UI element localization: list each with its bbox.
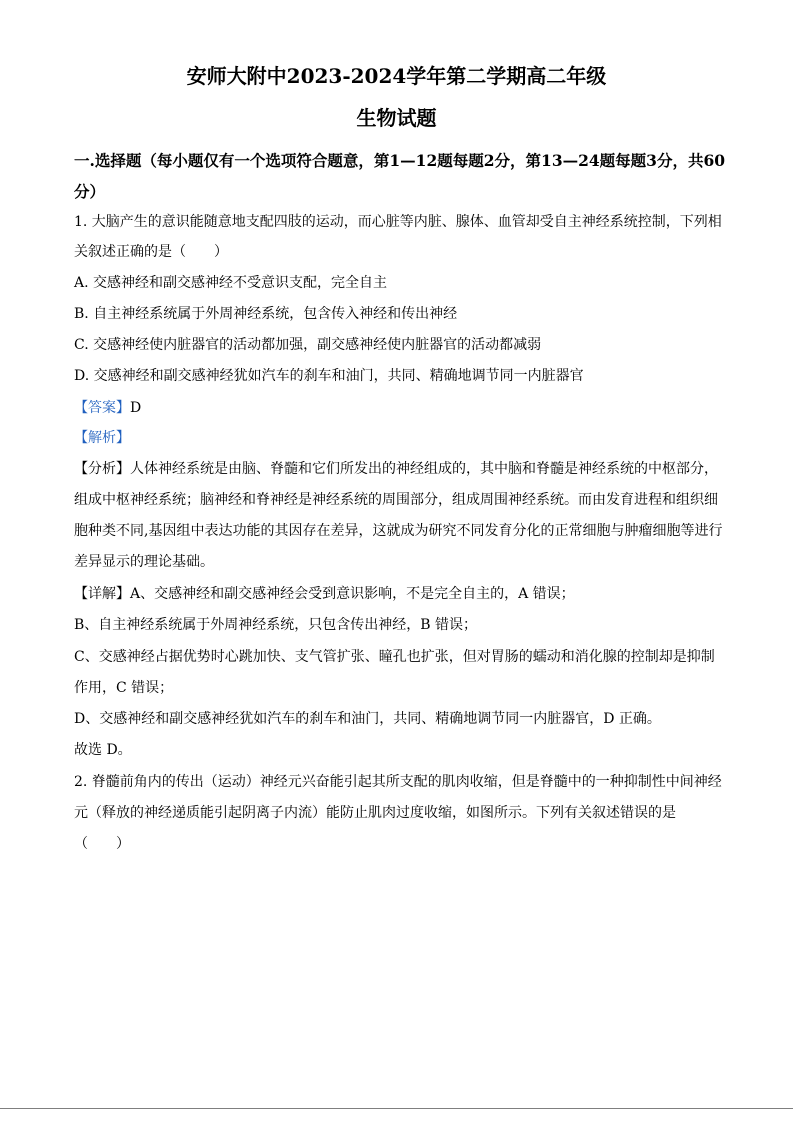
q1-option-a: A. 交感神经和副交感神经不受意识支配，完全自主 [74,275,388,291]
q2-stem-line1: 2. 脊髓前角内的传出（运动）神经元兴奋能引起其所支配的肌肉收缩，但是脊髓中的一种抑制性中间神经 [74,774,722,790]
q1-stem-line1: 1. 大脑产生的意识能随意地支配四肢的运动，而心脏等内脏、腺体、血管却受自主神经系统控制，下列相 [74,214,722,230]
conclusion: 故选 D。 [74,742,132,758]
analysis-label: 【解析】 [74,430,130,446]
answer-label: 【答案】 [74,400,130,416]
q1-answer-line [74,398,141,418]
fenxi-line4: 差异显示的理论基础。 [74,554,214,570]
section-heading: 一.选择题（每小题仅有一个选项符合题意，第1—12题每题2分，第13—24题每题3分，共60分） [74,151,726,201]
detail-c-line2: 作用，C 错误； [74,680,174,696]
detail-b: B、自主神经系统属于外周神经系统，只包含传出神经，B 错误； [74,617,478,633]
q1-option-c: C. 交感神经使内脏器官的活动都加强，副交感神经使内脏器官的活动都减弱 [74,337,542,353]
fenxi-line2: 组成中枢神经系统；脑神经和脊神经是神经系统的周围部分，组成周围神经系统。而由发育进程和组织细 [74,492,718,508]
q2-stem-line2: 元（释放的神经递质能引起阴离子内流）能防止肌肉过度收缩，如图所示。下列有关叙述错误的是 [74,805,676,821]
page-bottom-divider [0,1108,793,1109]
fenxi-line1: 【分析】人体神经系统是由脑、脊髓和它们所发出的神经组成的，其中脑和脊髓是神经系统的中枢部分， [74,461,718,477]
detail-d: D、交感神经和副交感神经犹如汽车的刹车和油门，共同、精确地调节同一内脏器官，D 正确。 [74,711,661,727]
q1-option-b: B. 自主神经系统属于外周神经系统，包含传入神经和传出神经 [74,306,458,322]
detail-c-line1: C、交感神经占据优势时心跳加快、支气管扩张、瞳孔也扩张，但对胃肠的蠕动和消化腺的控制却是抑制 [74,649,715,665]
exam-title: 安师大附中2023-2024学年第二学期高二年级 [186,64,607,88]
answer-value: D [130,400,142,416]
detail-a: 【详解】A、交感神经和副交感神经会受到意识影响，不是完全自主的，A 错误； [74,586,575,602]
fenxi-line3: 胞种类不同,基因组中表达功能的其因存在差异，这就成为研究不同发育分化的正常细胞与肿瘤细胞等进行 [74,523,723,539]
exam-subtitle: 生物试题 [356,106,437,130]
q2-stem-line3: （ ） [74,836,130,852]
q1-stem-line2: 关叙述正确的是（ ） [74,244,228,260]
q1-option-d: D. 交感神经和副交感神经犹如汽车的刹车和油门，共同、精确地调节同一内脏器官 [74,368,584,384]
